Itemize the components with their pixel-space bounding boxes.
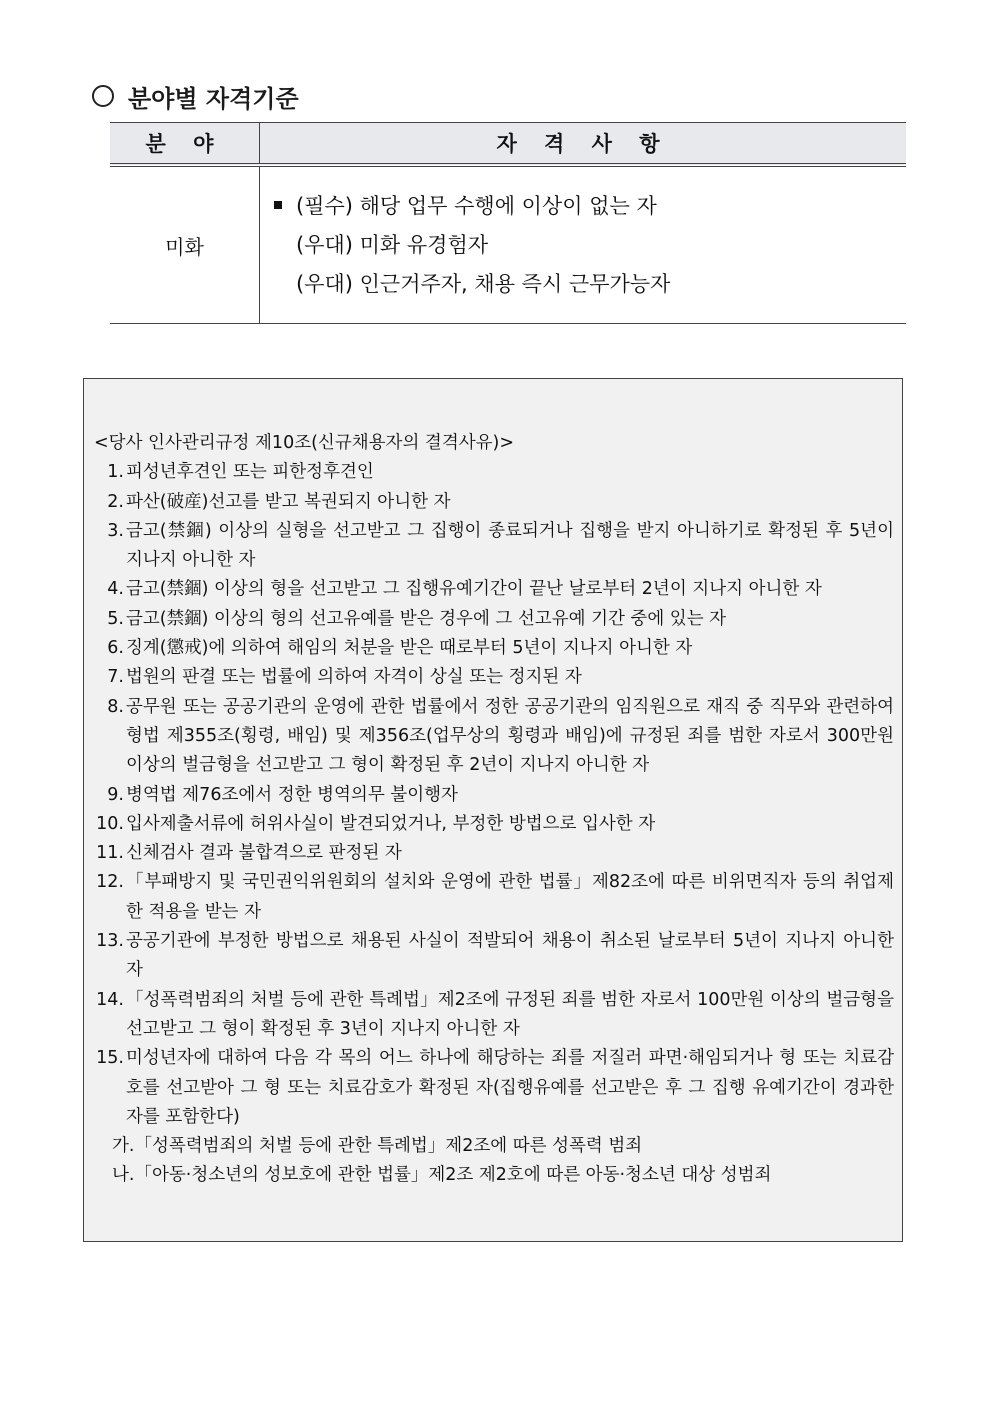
item-number: 5. (107, 608, 124, 629)
requirement-item: (우대) 인근거주자, 채용 즉시 근무가능자 (296, 271, 671, 296)
item-number: 14. (96, 989, 124, 1010)
item-number: 12. (96, 872, 124, 893)
item-text: 금고(禁錮) 이상의 실형을 선고받고 그 집행이 종료되거나 집행을 받지 아니하기로 확정된 후 5년이 지나지 아니한 자 (126, 520, 894, 571)
requirements-cell (260, 165, 907, 324)
table-header-row (110, 123, 906, 166)
item-text: 징계(懲戒)에 의하여 해임의 처분을 받은 때로부터 5년이 지나지 아니한 자 (126, 638, 693, 659)
list-item (94, 488, 894, 517)
section-title (92, 78, 299, 114)
item-text: 「성폭력범죄의 처벌 등에 관한 특례법」제2조에 규정된 죄를 범한 자로서 100만원 이상의 벌금형을 선고받고 그 형이 확정된 후 3년이 지나지 아니한 자 (126, 989, 894, 1039)
item-text: 입사제출서류에 허위사실이 발견되었거나, 부정한 방법으로 입사한 자 (126, 813, 656, 834)
item-number: 8. (107, 696, 124, 717)
item-number: 7. (107, 667, 124, 688)
list-item (94, 575, 894, 604)
list-item (94, 810, 894, 839)
item-text: 법원의 판결 또는 법률에 의하여 자격이 상실 또는 정지된 자 (126, 667, 582, 688)
item-text: 미성년자에 대하여 다음 각 목의 어느 하나에 해당하는 죄를 저질러 파면·해임되거나 형 또는 치료감호를 선고받아 그 형 또는 치료감호가 확정된 자(집행유예를 선고받은 후 그 집행 유예기간이 경과한 자를 포함한다) (126, 1048, 894, 1127)
list-item (94, 663, 894, 692)
list-item (94, 781, 894, 810)
list-item (94, 839, 894, 868)
circle-bullet-icon (92, 85, 114, 107)
requirement-item: (필수) 해당 업무 수행에 이상이 없는 자 (274, 187, 906, 226)
regulation-subitem: 가.「성폭력범죄의 처벌 등에 관한 특례법」제2조에 따른 성폭력 범죄 (112, 1136, 643, 1157)
list-item (94, 605, 894, 634)
list-item (94, 517, 894, 576)
list-item (94, 927, 894, 986)
item-number: 2. (107, 491, 124, 512)
qualification-table (110, 122, 906, 324)
regulation-content (94, 429, 894, 1191)
regulation-box (83, 378, 903, 1242)
regulation-subitem: 나.「아동·청소년의 성보호에 관한 법률」제2조 제2호에 따른 아동·청소년 대상 성범죄 (112, 1165, 772, 1186)
item-text: 공무원 또는 공공기관의 운영에 관한 법률에서 정한 공공기관의 임직원으로 재직 중 직무와 관련하여 형법 제355조(횡령, 배임) 및 제356조(업무상의 횡령과 배임)에 규정된 죄를 범한 자로서 300만원 이상의 벌금형을 선고받고 그 형이 확정된 후 2년이 지나지 아니한 자 (126, 696, 894, 776)
requirement-item: (우대) 미화 유경험자 (296, 232, 489, 257)
square-bullet-icon (274, 201, 282, 209)
item-number: 15. (96, 1048, 124, 1069)
list-item (94, 1044, 894, 1132)
field-cell: 미화 (110, 165, 260, 324)
item-number: 3. (107, 520, 124, 541)
item-number: 13. (96, 931, 124, 952)
list-item (94, 693, 894, 781)
table-row (110, 165, 906, 324)
item-number: 4. (107, 579, 124, 600)
section-title-text: 분야별 자격기준 (128, 83, 299, 113)
list-item (94, 634, 894, 663)
item-text: 피성년후견인 또는 피한정후견인 (126, 462, 374, 483)
item-text: 「부패방지 및 국민권익위원회의 설치와 운영에 관한 법률」제82조에 따른 비위면직자 등의 취업제한 적용을 받는 자 (126, 872, 894, 922)
item-number: 11. (96, 843, 124, 864)
regulation-items (94, 458, 894, 1132)
item-number: 10. (96, 813, 124, 834)
regulation-heading: <당사 인사관리규정 제10조(신규채용자의 결격사유)> (94, 433, 515, 453)
list-item (94, 986, 894, 1045)
header-field: 분 야 (110, 123, 260, 166)
item-number: 1. (107, 462, 124, 483)
item-text: 신체검사 결과 불합격으로 판정된 자 (126, 843, 402, 864)
item-text: 금고(禁錮) 이상의 형의 선고유예를 받은 경우에 그 선고유예 기간 중에 있는 자 (126, 608, 727, 629)
requirements-list (260, 187, 906, 304)
item-text: 파산(破産)선고를 받고 복권되지 아니한 자 (126, 491, 451, 512)
header-qualifications: 자 격 사 항 (260, 123, 907, 166)
list-item (94, 458, 894, 487)
item-text: 병역법 제76조에서 정한 병역의무 불이행자 (126, 784, 458, 805)
item-text: 금고(禁錮) 이상의 형을 선고받고 그 집행유예기간이 끝난 날로부터 2년이 지나지 아니한 자 (126, 579, 822, 600)
item-text: 공공기관에 부정한 방법으로 채용된 사실이 적발되어 채용이 취소된 날로부터 5년이 지나지 아니한 자 (126, 931, 894, 981)
list-item (94, 868, 894, 927)
item-number: 9. (107, 784, 124, 805)
item-number: 6. (107, 638, 124, 659)
